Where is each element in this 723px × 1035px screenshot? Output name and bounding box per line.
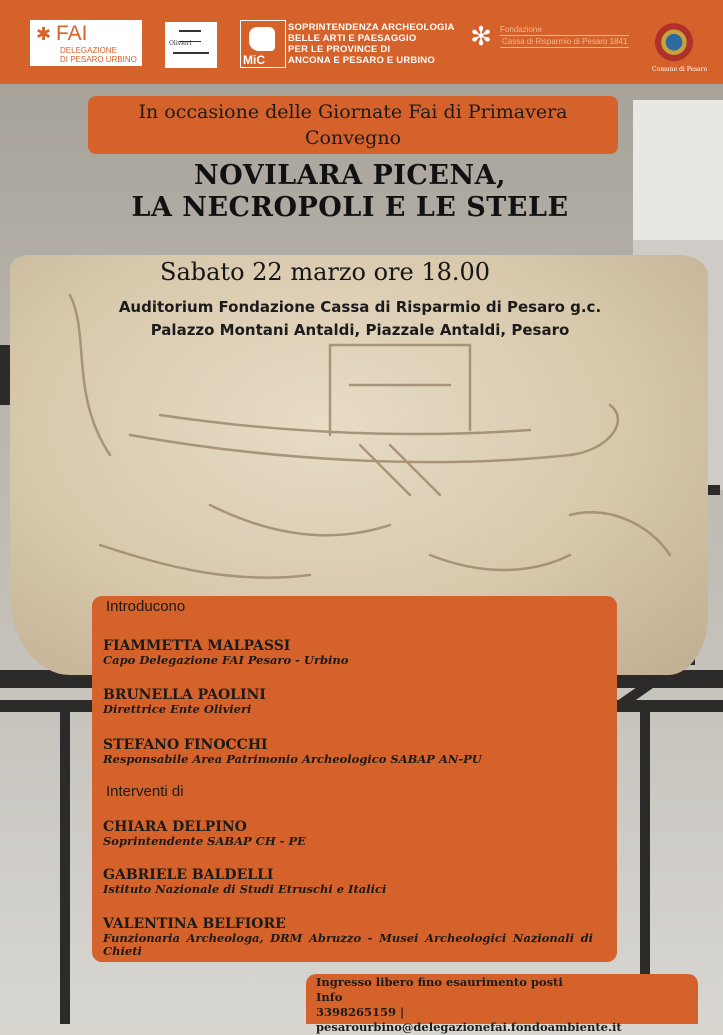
speaker-name: BRUNELLA PAOLINI — [103, 687, 266, 703]
speaker-role: Soprintendente SABAP CH - PE — [103, 834, 306, 848]
speaker-role: Responsabile Area Patrimonio Archeologico SABAP AN-PU — [103, 752, 482, 766]
speaker-name: GABRIELE BALDELLI — [103, 867, 274, 883]
speaker-entry — [103, 819, 593, 848]
speaker-name: VALENTINA BELFIORE — [103, 916, 286, 932]
speaker-name: STEFANO FINOCCHI — [103, 737, 268, 753]
fai-delegation: DELEGAZIONE DI PESARO URBINO — [60, 46, 137, 64]
fai-logo — [30, 20, 142, 66]
comune-coat-of-arms-icon — [654, 18, 694, 62]
olivieri-logo — [165, 22, 217, 68]
speaker-entry — [103, 737, 593, 766]
event-title: NOVILARA PICENA, LA NECROPOLI E LE STELE — [131, 160, 569, 223]
info-box — [306, 974, 698, 1034]
olivieri-name: Olivieri — [169, 40, 192, 47]
speaker-role: Capo Delegazione FAI Pesaro - Urbino — [103, 653, 349, 667]
speaker-name: CHIARA DELPINO — [103, 819, 247, 835]
admission-note: Ingresso libero fino esaurimento posti — [316, 975, 563, 989]
fai-flower-icon: ✱ — [36, 24, 52, 45]
mic-label: MiC — [243, 53, 265, 67]
comune-label: Comune di Pesaro — [652, 66, 708, 73]
intro-heading: Introducono — [106, 598, 186, 615]
info-label: Info — [316, 990, 343, 1004]
event-venue: Auditorium Fondazione Cassa di Risparmio di Pesaro g.c. Palazzo Montani Antaldi, Piazzale Antaldi, Pesaro — [118, 298, 602, 339]
speaker-entry — [103, 687, 593, 716]
speaker-entry — [103, 867, 593, 896]
occasion-type: Convegno — [304, 127, 402, 149]
wall-panel — [633, 100, 723, 240]
speaker-role: Funzionaria Archeologa, DRM Abruzzo - Musei Archeologici Nazionali di Chieti — [103, 931, 593, 958]
header-bar — [0, 0, 723, 84]
event-date: Sabato 22 marzo ore 18.00 — [160, 258, 491, 286]
speaker-name: FIAMMETTA MALPASSI — [103, 638, 291, 654]
occasion-line: In occasione delle Giornate Fai di Primavera — [138, 101, 568, 123]
occasion-banner — [88, 96, 618, 154]
fondazione-logo: Fondazione Cassa di Risparmio di Pesaro 1841 — [500, 25, 628, 46]
speaker-entry — [103, 916, 593, 958]
display-rail — [60, 700, 70, 1024]
speaker-role: Direttrice Ente Olivieri — [103, 702, 252, 716]
contact-line: 3398265159 | pesarourbino@delegazionefai.fondoambiente.it — [316, 1005, 622, 1034]
soprintendenza-label: SOPRINTENDENZA ARCHEOLOGIA BELLE ARTI E PAESAGGIO PER LE PROVINCE DI ANCONA E PESARO E URBINO — [288, 22, 455, 66]
program-panel — [92, 596, 617, 962]
fondazione-knot-icon: ✻ — [470, 22, 492, 52]
olivieri-base — [173, 52, 209, 60]
speaker-entry — [103, 638, 593, 667]
mic-emblem-icon — [249, 27, 275, 51]
mic-logo — [240, 20, 286, 68]
speaker-role: Istituto Nazionale di Studi Etruschi e Italici — [103, 882, 387, 896]
talks-heading: Interventi di — [106, 783, 184, 800]
fai-logo-name: FAI — [56, 22, 88, 45]
